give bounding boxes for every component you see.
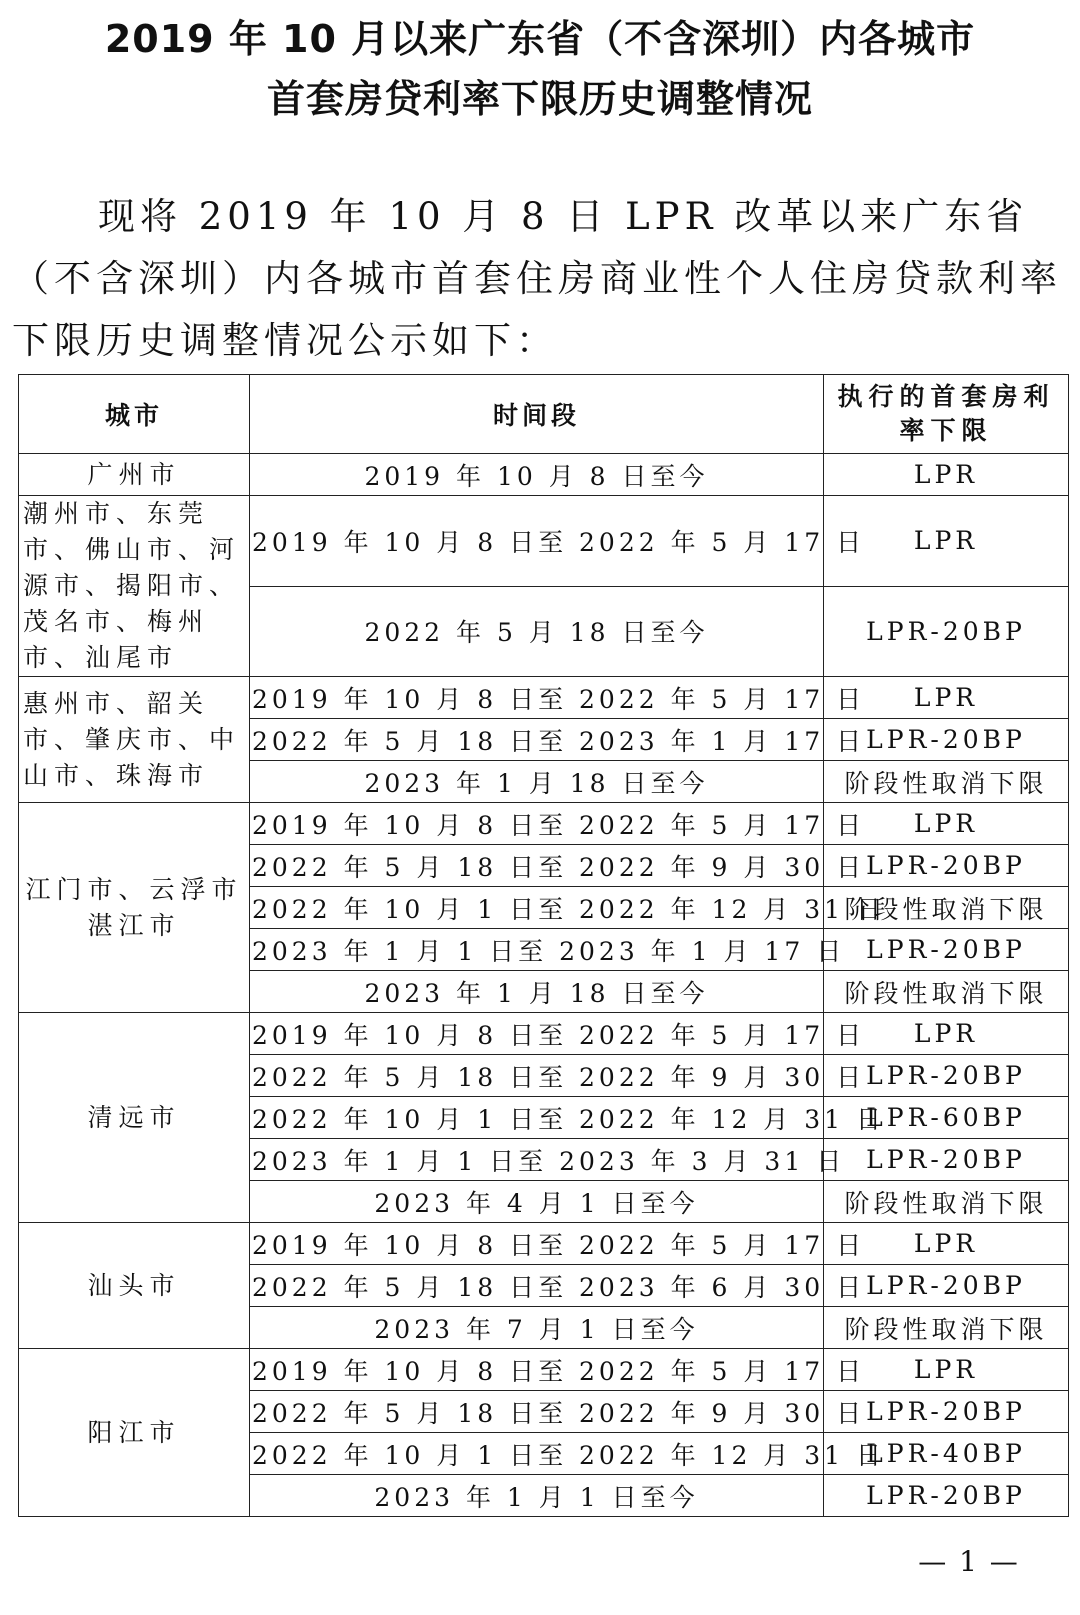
period-cell: 2023 年 1 月 18 日至今	[250, 971, 824, 1013]
period-cell: 2019 年 10 月 8 日至 2022 年 5 月 17 日	[250, 1013, 824, 1055]
city-cell: 清远市	[19, 1013, 250, 1223]
city-cell: 潮州市、东莞市、佛山市、河源市、揭阳市、茂名市、梅州市、汕尾市	[19, 496, 250, 677]
period-cell: 2022 年 5 月 18 日至 2022 年 9 月 30 日	[250, 1391, 824, 1433]
table-row	[19, 677, 1069, 719]
period-cell: 2022 年 5 月 18 日至 2023 年 1 月 17 日	[250, 719, 824, 761]
rate-cell: 阶段性取消下限	[824, 1181, 1069, 1223]
rate-cell: 阶段性取消下限	[824, 1307, 1069, 1349]
city-cell: 汕头市	[19, 1223, 250, 1349]
rate-cell: LPR-20BP	[824, 845, 1069, 887]
period-cell: 2022 年 10 月 1 日至 2022 年 12 月 31 日	[250, 1097, 824, 1139]
document-title-line-2: 首套房贷利率下限历史调整情况	[266, 77, 813, 121]
rate-cell: LPR	[824, 677, 1069, 719]
period-cell: 2019 年 10 月 8 日至 2022 年 5 月 17 日	[250, 1349, 824, 1391]
rate-cell: LPR	[824, 1349, 1069, 1391]
period-cell: 2023 年 1 月 1 日至 2023 年 1 月 17 日	[250, 929, 824, 971]
rate-cell: LPR	[824, 496, 1069, 587]
table-row	[19, 454, 1069, 496]
header-period: 时间段	[250, 375, 824, 454]
table-row	[19, 1013, 1069, 1055]
period-cell: 2022 年 5 月 18 日至今	[250, 586, 824, 677]
header-city: 城市	[19, 375, 250, 454]
period-cell: 2022 年 5 月 18 日至 2023 年 6 月 30 日	[250, 1265, 824, 1307]
table-row	[19, 1349, 1069, 1391]
period-cell: 2023 年 7 月 1 日至今	[250, 1307, 824, 1349]
rate-cell: LPR-40BP	[824, 1433, 1069, 1475]
rate-cell: LPR-20BP	[824, 719, 1069, 761]
table-row	[19, 803, 1069, 845]
rate-cell: LPR-20BP	[824, 1139, 1069, 1181]
rate-cell: LPR	[824, 454, 1069, 496]
rate-cell: LPR	[824, 803, 1069, 845]
city-cell: 阳江市	[19, 1349, 250, 1517]
rate-cell: LPR-20BP	[824, 1391, 1069, 1433]
period-cell: 2023 年 1 月 1 日至 2023 年 3 月 31 日	[250, 1139, 824, 1181]
intro-paragraph: 现将 2019 年 10 月 8 日 LPR 改革以来广东省（不含深圳）内各城市首套住房商业性个人住房贷款利率下限历史调整情况公示如下：	[12, 195, 1062, 362]
period-cell: 2022 年 10 月 1 日至 2022 年 12 月 31 日	[250, 887, 824, 929]
period-cell: 2023 年 4 月 1 日至今	[250, 1181, 824, 1223]
period-cell: 2019 年 10 月 8 日至 2022 年 5 月 17 日	[250, 803, 824, 845]
period-cell: 2023 年 1 月 1 日至今	[250, 1475, 824, 1517]
city-cell: 广州市	[19, 454, 250, 496]
rate-cell: LPR-20BP	[824, 929, 1069, 971]
rate-history-table	[18, 374, 1069, 1517]
table-row	[19, 496, 1069, 587]
city-cell: 惠州市、韶关市、肇庆市、中山市、珠海市	[19, 677, 250, 803]
period-cell: 2022 年 10 月 1 日至 2022 年 12 月 31 日	[250, 1433, 824, 1475]
period-cell: 2022 年 5 月 18 日至 2022 年 9 月 30 日	[250, 845, 824, 887]
rate-cell: LPR-20BP	[824, 586, 1069, 677]
city-cell: 江门市、云浮市湛江市	[19, 803, 250, 1013]
rate-cell: LPR	[824, 1223, 1069, 1265]
period-cell: 2019 年 10 月 8 日至 2022 年 5 月 17 日	[250, 677, 824, 719]
header-rate: 执行的首套房利率下限	[824, 375, 1069, 454]
table-row	[19, 1223, 1069, 1265]
period-cell: 2019 年 10 月 8 日至 2022 年 5 月 17 日	[250, 496, 824, 587]
rate-cell: LPR-20BP	[824, 1055, 1069, 1097]
table-header-row	[19, 375, 1069, 454]
rate-cell: 阶段性取消下限	[824, 887, 1069, 929]
rate-cell: 阶段性取消下限	[824, 761, 1069, 803]
rate-cell: LPR	[824, 1013, 1069, 1055]
rate-cell: LPR-60BP	[824, 1097, 1069, 1139]
period-cell: 2019 年 10 月 8 日至 2022 年 5 月 17 日	[250, 1223, 824, 1265]
rate-cell: 阶段性取消下限	[824, 971, 1069, 1013]
period-cell: 2019 年 10 月 8 日至今	[250, 454, 824, 496]
period-cell: 2023 年 1 月 18 日至今	[250, 761, 824, 803]
document-title-line-1: 2019 年 10 月以来广东省（不含深圳）内各城市	[104, 17, 976, 61]
page-number: — 1 —	[918, 1545, 1020, 1578]
period-cell: 2022 年 5 月 18 日至 2022 年 9 月 30 日	[250, 1055, 824, 1097]
rate-cell: LPR-20BP	[824, 1265, 1069, 1307]
rate-cell: LPR-20BP	[824, 1475, 1069, 1517]
